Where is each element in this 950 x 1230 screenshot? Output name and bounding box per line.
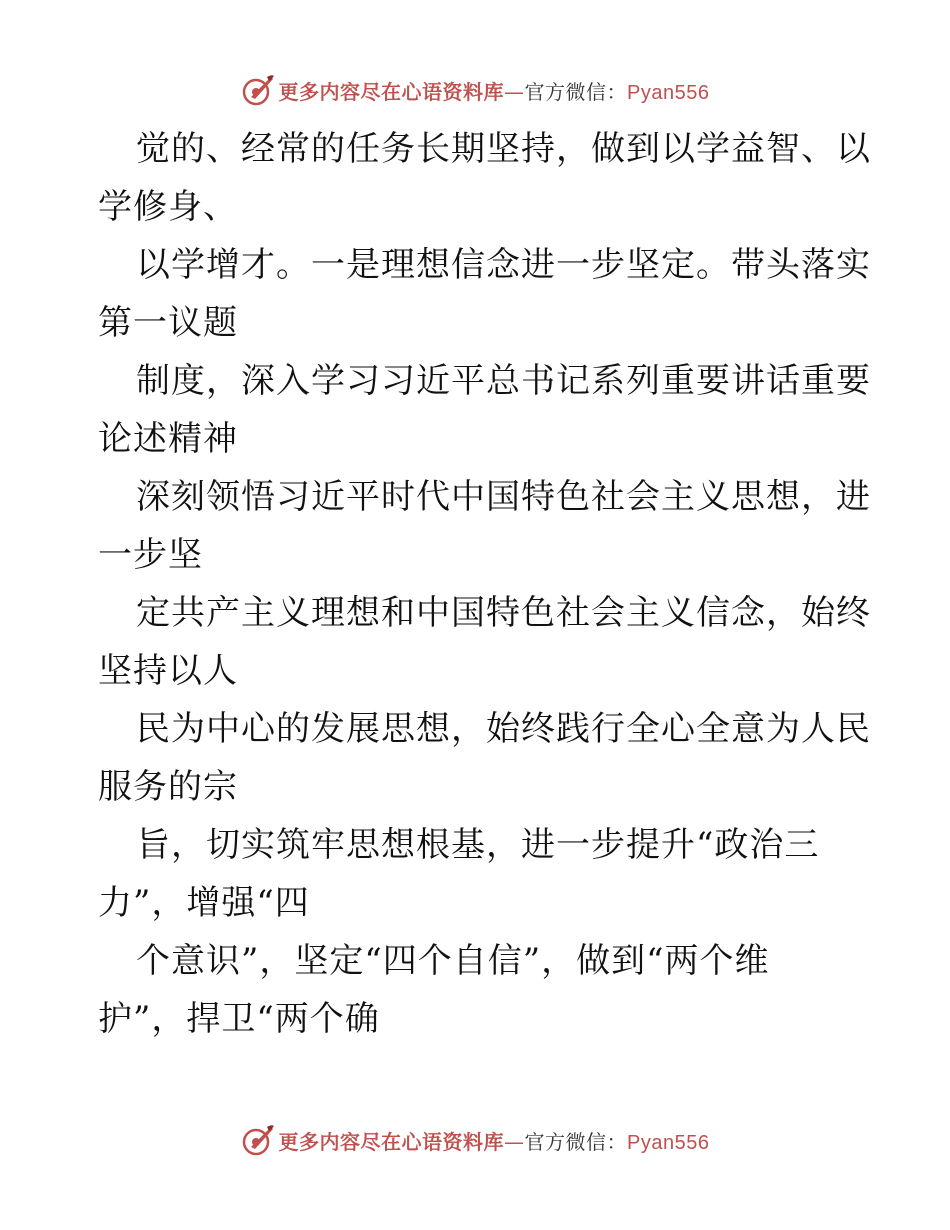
text-line: 一步坚	[98, 535, 203, 575]
text-line: 以学增才。一是理想信念进一步坚定。带头落实	[136, 245, 871, 285]
header-separator: —	[504, 79, 525, 104]
text-line: 深刻领悟习近平时代中国特色社会主义思想，进	[136, 477, 871, 517]
quill-pen-logo-icon	[241, 1123, 275, 1157]
text-line: 服务的宗	[98, 767, 238, 807]
text-line: 坚持以人	[98, 651, 238, 691]
header-brand-text: 更多内容尽在心语资料库	[278, 79, 505, 104]
footer-separator: —	[504, 1129, 525, 1154]
text-line: 护”，捍卫“两个确	[98, 999, 380, 1039]
text-line: 定共产主义理想和中国特色社会主义信念，始终	[136, 593, 871, 633]
footer-banner	[0, 1120, 950, 1160]
text-line: 旨，切实筑牢思想根基，进一步提升“政治三	[136, 825, 820, 865]
header-handle: Pyan556	[627, 81, 710, 104]
text-line: 第一议题	[98, 303, 238, 343]
text-line: 制度，深入学习习近平总书记系列重要讲话重要	[136, 361, 871, 401]
footer-handle: Pyan556	[627, 1131, 710, 1154]
footer-label: 官方微信：	[524, 1129, 628, 1154]
text-line: 论述精神	[98, 419, 238, 459]
text-line: 民为中心的发展思想，始终践行全心全意为人民	[136, 709, 871, 749]
header-label: 官方微信：	[524, 79, 628, 104]
text-line: 学修身、	[98, 187, 238, 227]
text-line: 力”，增强“四	[98, 883, 310, 923]
header-banner	[0, 70, 950, 110]
footer-brand-text: 更多内容尽在心语资料库	[278, 1129, 505, 1154]
text-line: 个意识”，坚定“四个自信”，做到“两个维	[136, 941, 770, 981]
document-body	[98, 120, 871, 1048]
quill-pen-logo-icon	[241, 73, 275, 107]
text-line: 觉的、经常的任务长期坚持，做到以学益智、以	[136, 129, 871, 169]
